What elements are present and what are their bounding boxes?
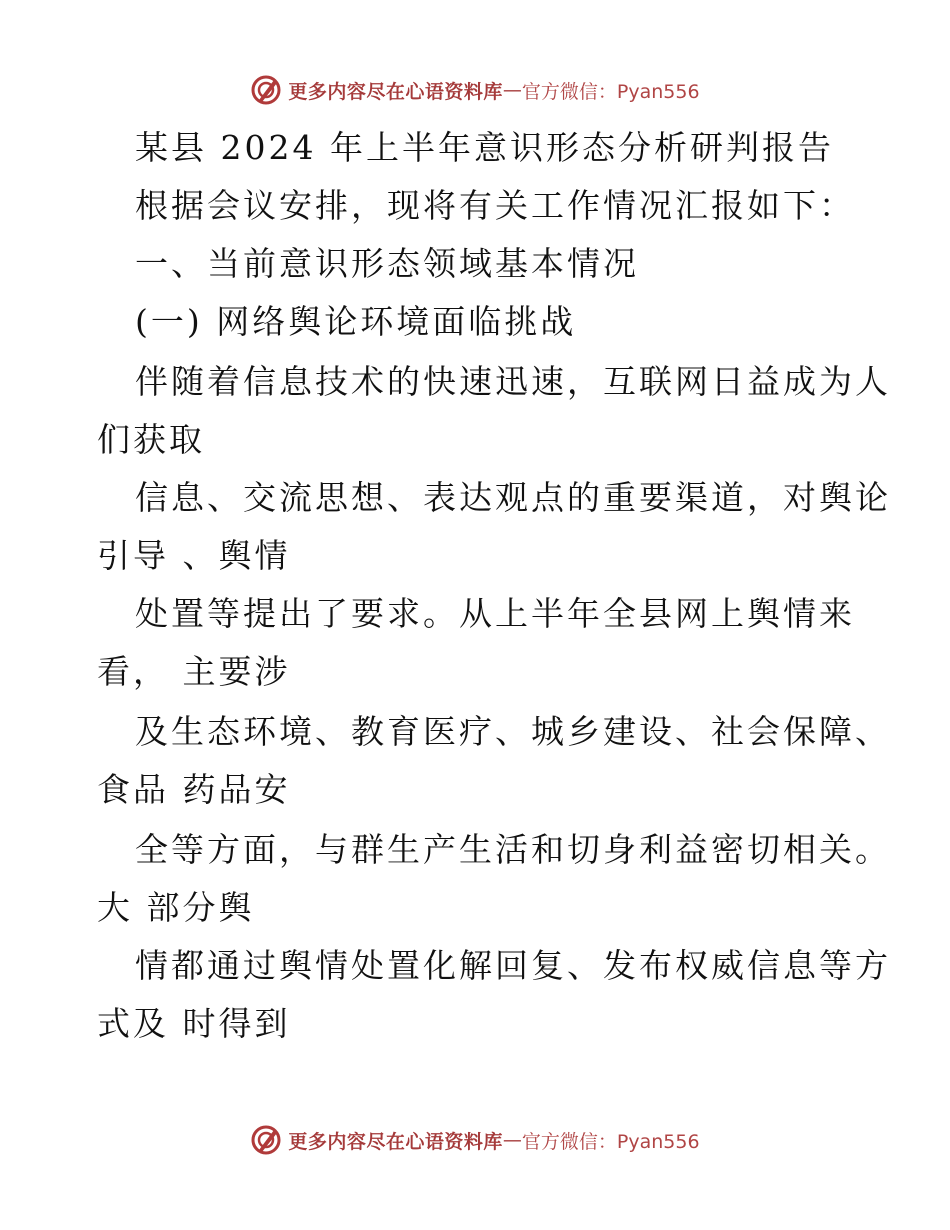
header-watermark bbox=[0, 70, 950, 110]
watermark-separator: — bbox=[502, 79, 522, 101]
body-line: 及生态环境、教育医疗、城乡建设、社会保障、 bbox=[135, 712, 891, 751]
watermark-promo-text: 更多内容尽在心语资料库 bbox=[288, 1130, 503, 1153]
body-line: 伴随着信息技术的快速迅速，互联网日益成为人 bbox=[135, 362, 891, 401]
body-line: 食品 药品安 bbox=[97, 770, 291, 809]
pen-logo-icon bbox=[250, 1124, 282, 1156]
watermark-promo-text: 更多内容尽在心语资料库 bbox=[288, 80, 503, 103]
body-line: 看， 主要涉 bbox=[97, 652, 291, 691]
footer-watermark bbox=[0, 1120, 950, 1160]
pen-logo-icon bbox=[250, 74, 282, 106]
watermark-contact-text: 官方微信：Pyan556 bbox=[521, 80, 700, 103]
body-line: 处置等提出了要求。从上半年全县网上舆情来 bbox=[135, 594, 855, 633]
body-line: 式及 时得到 bbox=[97, 1004, 291, 1043]
watermark-contact-text: 官方微信：Pyan556 bbox=[521, 1130, 700, 1153]
body-line: 情都通过舆情处置化解回复、发布权威信息等方 bbox=[135, 946, 891, 985]
body-line: 们获取 bbox=[97, 420, 205, 459]
section-heading: 一、当前意识形态领域基本情况 bbox=[135, 244, 639, 283]
subsection-heading: (一) 网络舆论环境面临挑战 bbox=[135, 302, 577, 341]
intro-paragraph: 根据会议安排，现将有关工作情况汇报如下： bbox=[135, 186, 855, 225]
document-title: 某县 2024 年上半年意识形态分析研判报告 bbox=[135, 128, 834, 167]
body-line: 全等方面，与群生产生活和切身利益密切相关。 bbox=[135, 830, 891, 869]
watermark-separator: — bbox=[502, 1129, 522, 1151]
body-line: 大 部分舆 bbox=[97, 888, 255, 927]
body-line: 信息、交流思想、表达观点的重要渠道，对舆论 bbox=[135, 478, 891, 517]
body-line: 引导 、舆情 bbox=[97, 536, 291, 575]
